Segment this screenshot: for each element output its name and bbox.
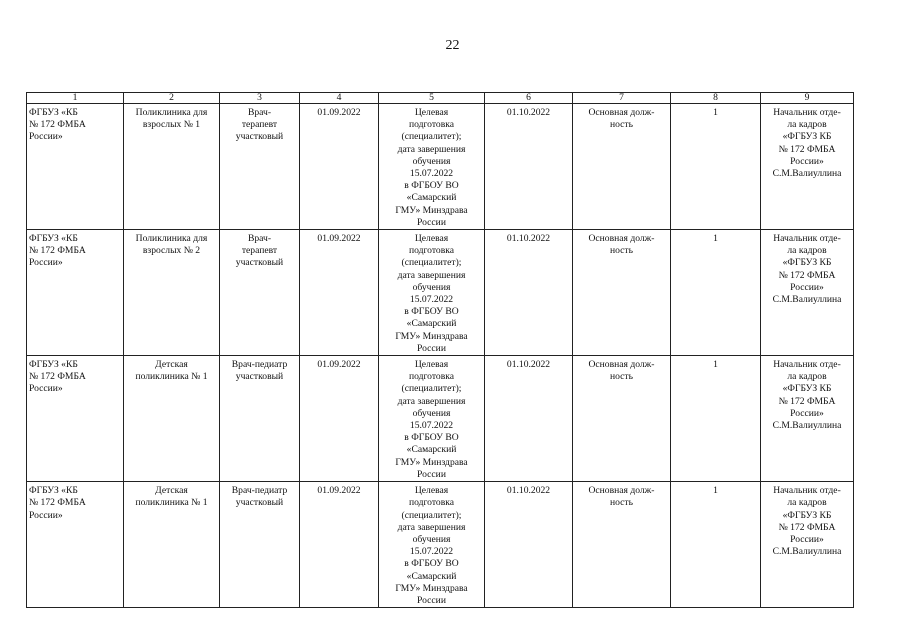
cell-position: Врач- терапевт участковый <box>220 230 300 356</box>
column-header: 6 <box>485 93 573 104</box>
page-number: 22 <box>445 38 460 53</box>
cell-count: 1 <box>671 104 761 230</box>
table-header-row <box>27 93 854 104</box>
cell-contact: Начальник отде- ла кадров «ФГБУЗ КБ № 172 ФМБА России» С.М.Валиуллина <box>761 482 854 608</box>
column-header: 4 <box>300 93 379 104</box>
cell-unit: Поликлиника для взрослых № 1 <box>124 104 220 230</box>
cell-count: 1 <box>671 482 761 608</box>
column-header: 7 <box>573 93 671 104</box>
column-header: 3 <box>220 93 300 104</box>
cell-job-type: Основная долж- ность <box>573 482 671 608</box>
table-row <box>27 482 854 608</box>
cell-organization: ФГБУЗ «КБ № 172 ФМБА России» <box>27 482 124 608</box>
cell-hire-date: 01.10.2022 <box>485 230 573 356</box>
cell-count: 1 <box>671 356 761 482</box>
cell-position: Врач-педиатр участковый <box>220 482 300 608</box>
cell-training: Целевая подготовка (специалитет); дата завершения обучения 15.07.2022 в ФГБОУ ВО «Самарский ГМУ» Минздрава России <box>379 482 485 608</box>
column-header: 9 <box>761 93 854 104</box>
table-row <box>27 356 854 482</box>
cell-position: Врач-педиатр участковый <box>220 356 300 482</box>
cell-contact: Начальник отде- ла кадров «ФГБУЗ КБ № 172 ФМБА России» С.М.Валиуллина <box>761 104 854 230</box>
cell-unit: Поликлиника для взрослых № 2 <box>124 230 220 356</box>
cell-hire-date: 01.10.2022 <box>485 104 573 230</box>
cell-job-type: Основная долж- ность <box>573 230 671 356</box>
cell-contact: Начальник отде- ла кадров «ФГБУЗ КБ № 172 ФМБА России» С.М.Валиуллина <box>761 356 854 482</box>
cell-unit: Детская поликлиника № 1 <box>124 356 220 482</box>
cell-training: Целевая подготовка (специалитет); дата завершения обучения 15.07.2022 в ФГБОУ ВО «Самарский ГМУ» Минздрава России <box>379 230 485 356</box>
table-row <box>27 230 854 356</box>
cell-job-type: Основная долж- ность <box>573 356 671 482</box>
cell-organization: ФГБУЗ «КБ № 172 ФМБА России» <box>27 104 124 230</box>
column-header: 8 <box>671 93 761 104</box>
cell-training: Целевая подготовка (специалитет); дата завершения обучения 15.07.2022 в ФГБОУ ВО «Самарский ГМУ» Минздрава России <box>379 356 485 482</box>
table-row <box>27 104 854 230</box>
column-header: 2 <box>124 93 220 104</box>
cell-hire-date: 01.10.2022 <box>485 356 573 482</box>
cell-training: Целевая подготовка (специалитет); дата завершения обучения 15.07.2022 в ФГБОУ ВО «Самарский ГМУ» Минздрава России <box>379 104 485 230</box>
cell-contact: Начальник отде- ла кадров «ФГБУЗ КБ № 172 ФМБА России» С.М.Валиуллина <box>761 230 854 356</box>
cell-job-type: Основная долж- ность <box>573 104 671 230</box>
cell-count: 1 <box>671 230 761 356</box>
column-header: 1 <box>27 93 124 104</box>
cell-start-date: 01.09.2022 <box>300 230 379 356</box>
cell-start-date: 01.09.2022 <box>300 482 379 608</box>
column-header: 5 <box>379 93 485 104</box>
cell-start-date: 01.09.2022 <box>300 356 379 482</box>
cell-organization: ФГБУЗ «КБ № 172 ФМБА России» <box>27 356 124 482</box>
cell-start-date: 01.09.2022 <box>300 104 379 230</box>
cell-organization: ФГБУЗ «КБ № 172 ФМБА России» <box>27 230 124 356</box>
cell-hire-date: 01.10.2022 <box>485 482 573 608</box>
cell-position: Врач- терапевт участковый <box>220 104 300 230</box>
vacancy-table <box>26 92 854 608</box>
cell-unit: Детская поликлиника № 1 <box>124 482 220 608</box>
